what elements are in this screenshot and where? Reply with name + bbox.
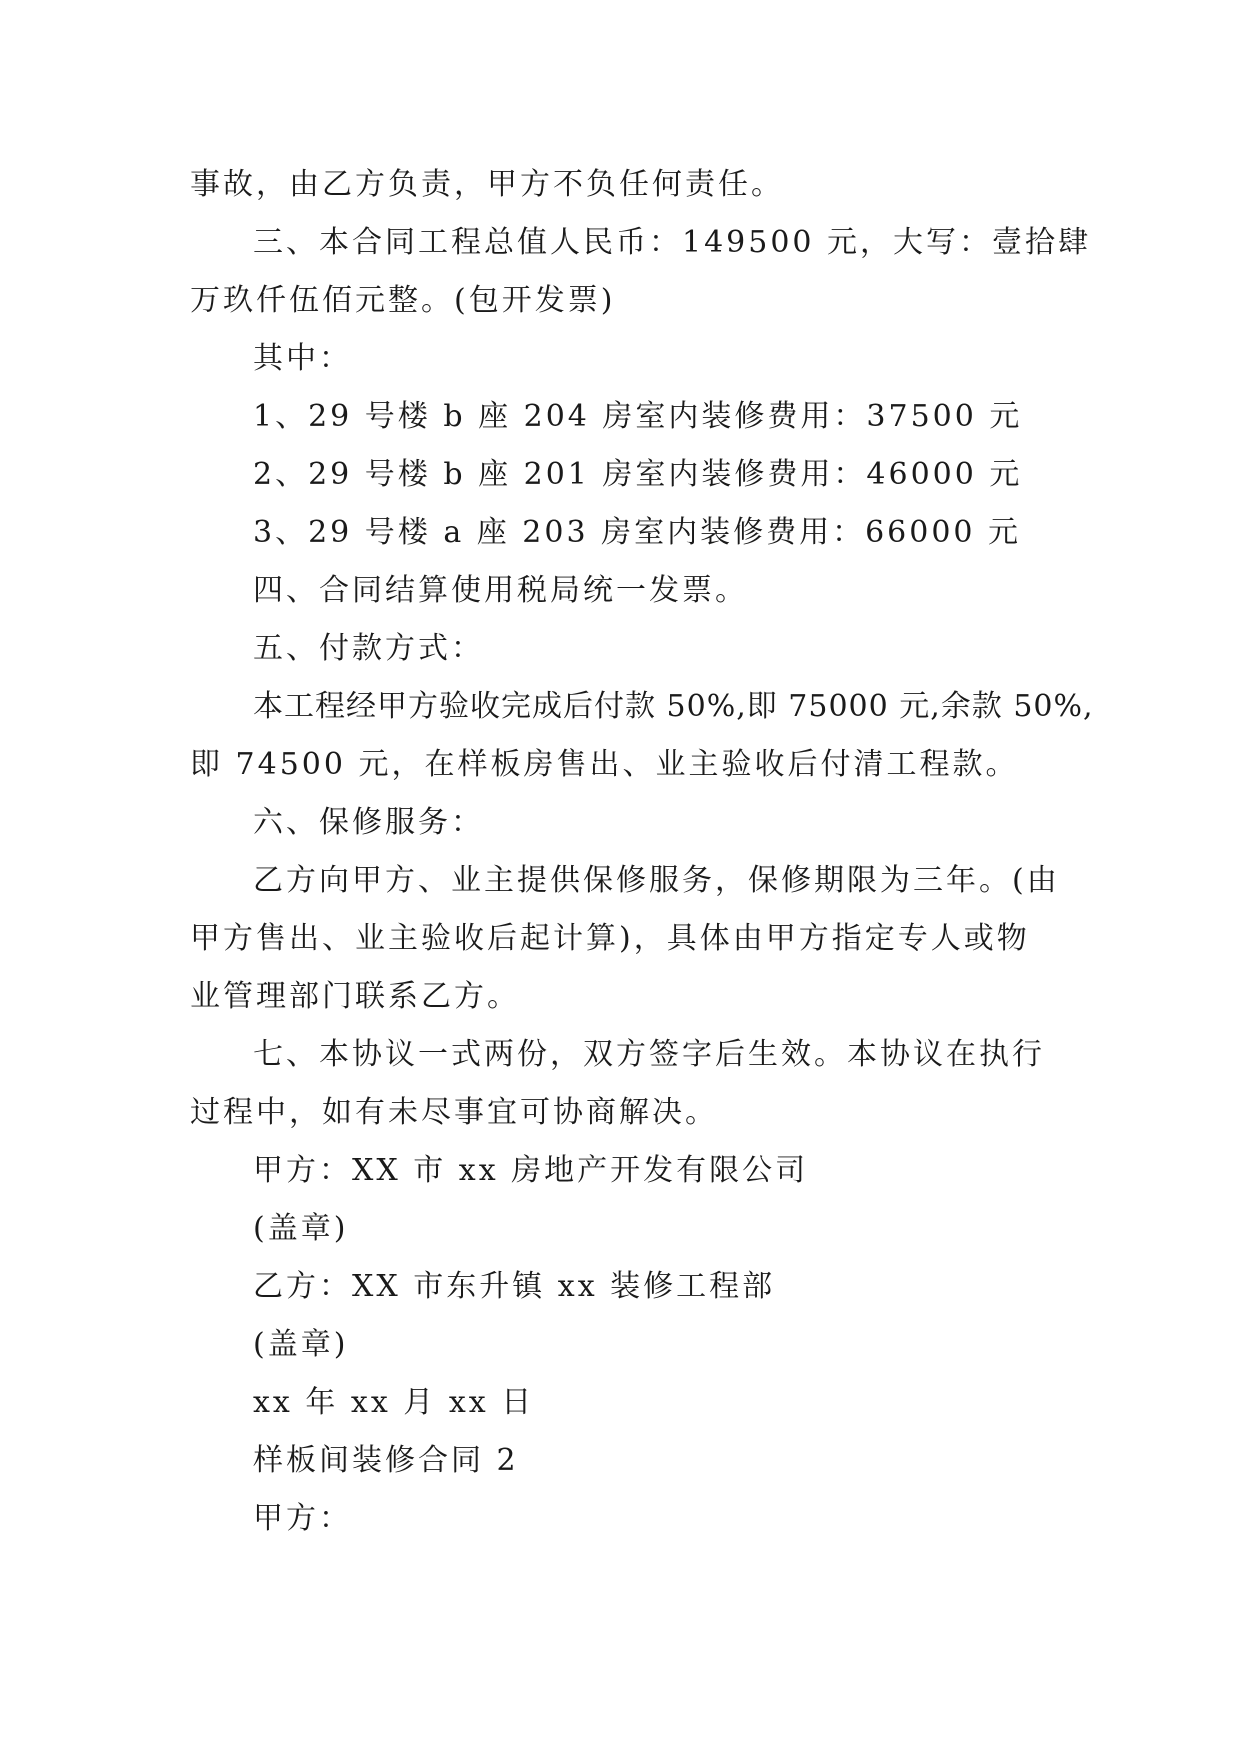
- next-contract-title: 样板间装修合同 2: [253, 1443, 519, 1478]
- party-b-name: 乙方：XX 市东升镇 xx 装修工程部: [253, 1269, 776, 1304]
- payment-terms-line-1: 本工程经甲方验收完成后付款 50%,即 75000 元,余款 50%,: [253, 689, 1094, 724]
- party-a-name: 甲方：XX 市 xx 房地产开发有限公司: [253, 1153, 809, 1188]
- warranty-line-1: 乙方向甲方、业主提供保修服务，保修期限为三年。(由: [253, 863, 1060, 898]
- breakdown-item-3: 3、29 号楼 a 座 203 房室内装修费用：66000 元: [253, 515, 1022, 550]
- next-contract-party-a: 甲方：: [253, 1501, 352, 1536]
- breakdown-heading: 其中：: [253, 341, 352, 376]
- breakdown-item-2: 2、29 号楼 b 座 201 房室内装修费用：46000 元: [253, 457, 1023, 492]
- text-line-accident-liability: 事故，由乙方负责，甲方不负任何责任。: [190, 167, 784, 202]
- party-a-seal: (盖章): [253, 1211, 349, 1246]
- clause-seven-line-2: 过程中，如有未尽事宜可协商解决。: [190, 1095, 718, 1130]
- warranty-line-2: 甲方售出、业主验收后起计算)，具体由甲方指定专人或物: [190, 921, 1030, 956]
- warranty-line-3: 业管理部门联系乙方。: [190, 979, 520, 1014]
- clause-five-heading: 五、付款方式：: [253, 631, 484, 666]
- signing-date: xx 年 xx 月 xx 日: [253, 1385, 535, 1420]
- clause-three-total-value: 三、本合同工程总值人民币：149500 元，大写：壹拾肆: [253, 225, 1092, 260]
- clause-four-invoice: 四、合同结算使用税局统一发票。: [253, 573, 748, 608]
- clause-seven-line-1: 七、本协议一式两份，双方签字后生效。本协议在执行: [253, 1037, 1045, 1072]
- payment-terms-line-2: 即 74500 元，在样板房售出、业主验收后付清工程款。: [190, 747, 1019, 782]
- clause-six-heading: 六、保修服务：: [253, 805, 484, 840]
- clause-three-amount-in-words: 万玖仟伍佰元整。(包开发票): [190, 283, 616, 318]
- party-b-seal: (盖章): [253, 1327, 349, 1362]
- breakdown-item-1: 1、29 号楼 b 座 204 房室内装修费用：37500 元: [253, 399, 1023, 434]
